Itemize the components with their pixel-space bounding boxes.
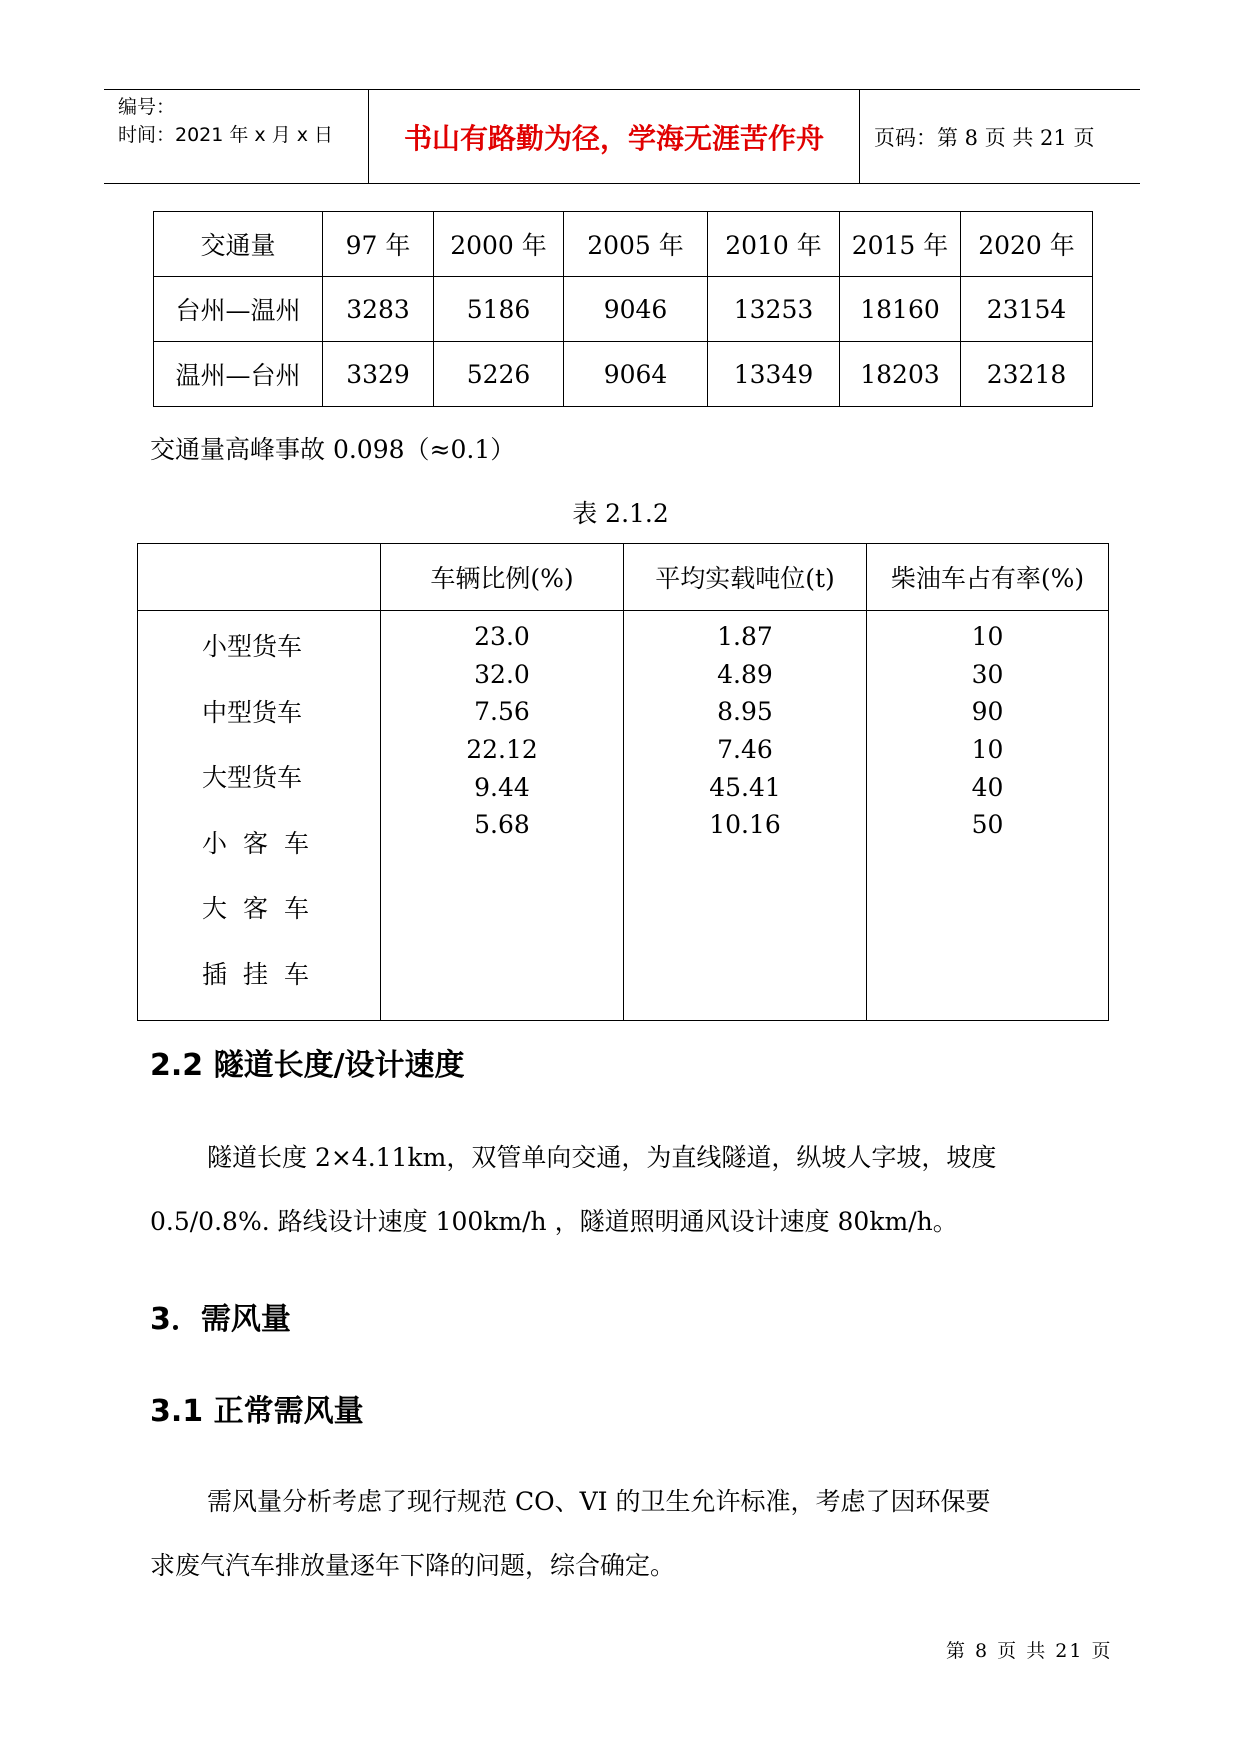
table-header-cell: 交通量: [154, 212, 323, 277]
table-header-cell: 平均实载吨位(t): [624, 544, 867, 611]
page-footer: 第 8 页 共 21 页: [946, 1640, 1113, 1662]
table-caption: 表 2.1.2: [572, 499, 669, 528]
table-header-cell: 2010 年: [708, 212, 840, 277]
table-row: [154, 277, 1093, 342]
paragraph-line: 隧道长度 2×4.11km，双管单向交通，为直线隧道，纵坡人字坡，坡度: [207, 1143, 997, 1172]
vehicle-type-label: 中型货车: [202, 697, 303, 727]
diesel-value: 50: [971, 810, 1004, 840]
ratio-value: 22.12: [466, 735, 538, 765]
table-header-cell: 2005 年: [564, 212, 708, 277]
vehicle-type-label: 小型货车: [202, 632, 303, 661]
table-row: [138, 611, 1109, 1021]
document-number-label: 编号：: [118, 96, 176, 118]
diesel-value: 30: [971, 659, 1004, 689]
vehicle-type-label: 插挂车: [202, 959, 326, 989]
header-page-label: 页码：第 8 页 共 21 页: [874, 125, 1095, 150]
paragraph-line: 求废气汽车排放量逐年下降的问题，综合确定。: [150, 1551, 676, 1580]
table-header-cell: 97 年: [323, 212, 434, 277]
table-header-cell: 2015 年: [840, 212, 961, 277]
header-motto: 书山有路勤为径，学海无涯苦作舟: [368, 90, 860, 183]
ratio-value: 23.0: [474, 622, 530, 651]
table-header-cell: 车辆比例(%): [381, 544, 624, 611]
vehicle-type-label: 大型货车: [202, 763, 303, 792]
vehicle-type-label: 大客车: [202, 894, 326, 923]
table-cell: 3329: [323, 342, 434, 407]
diesel-value: 90: [971, 697, 1004, 727]
ratio-value: 7.56: [474, 697, 530, 727]
diesel-value: 10: [971, 735, 1004, 765]
table-cell: 台州—温州: [154, 277, 323, 342]
ratio-value: 5.68: [474, 810, 530, 840]
tonnage-column: [624, 611, 867, 1021]
tonnage-value: 1.87: [717, 622, 773, 651]
ratio-value: 9.44: [474, 772, 530, 802]
table-cell: 18203: [840, 342, 961, 407]
table-row: [154, 342, 1093, 407]
table-cell: 5186: [434, 277, 564, 342]
document-time-label: 时间：2021 年 x 月 x 日: [118, 124, 334, 146]
header-left-cell: [104, 90, 368, 183]
diesel-value: 10: [971, 622, 1004, 651]
ratio-value: 32.0: [474, 659, 530, 689]
diesel-column: [867, 611, 1109, 1021]
table-header-row: [154, 212, 1093, 277]
paragraph-line: 0.5/0.8%. 路线设计速度 100km/h ，隧道照明通风设计速度 80km/h。: [150, 1207, 958, 1236]
paragraph-line: 需风量分析考虑了现行规范 CO、VI 的卫生允许标准，考虑了因环保要: [207, 1487, 991, 1516]
section-heading: 3．需风量: [150, 1302, 291, 1337]
diesel-value: 40: [971, 772, 1004, 802]
table-cell: 23154: [961, 277, 1093, 342]
vehicle-type-column: [138, 611, 381, 1021]
section-heading: 2.2 隧道长度/设计速度: [150, 1048, 465, 1083]
table-cell: 23218: [961, 342, 1093, 407]
traffic-peak-note: 交通量高峰事故 0.098（≈0.1）: [150, 435, 516, 464]
tonnage-value: 10.16: [709, 810, 781, 840]
table-cell: 温州—台州: [154, 342, 323, 407]
table-cell: 9064: [564, 342, 708, 407]
section-heading: 3.1 正常需风量: [150, 1394, 364, 1429]
table-cell: 13253: [708, 277, 840, 342]
table-header-row: [138, 544, 1109, 611]
table-header-cell: [138, 544, 381, 611]
ratio-column: [381, 611, 624, 1021]
tonnage-value: 45.41: [709, 772, 781, 802]
table-cell: 5226: [434, 342, 564, 407]
vehicle-type-label: 小客车: [202, 828, 326, 858]
table-cell: 13349: [708, 342, 840, 407]
table-header-cell: 2020 年: [961, 212, 1093, 277]
vehicle-composition-table: [137, 543, 1109, 1021]
table-header-cell: 2000 年: [434, 212, 564, 277]
tonnage-value: 7.46: [717, 735, 773, 765]
table-cell: 18160: [840, 277, 961, 342]
table-cell: 3283: [323, 277, 434, 342]
table-cell: 9046: [564, 277, 708, 342]
traffic-volume-table: [153, 211, 1093, 407]
page-header: [104, 89, 1140, 184]
table-header-cell: 柴油车占有率(%): [867, 544, 1109, 611]
tonnage-value: 8.95: [717, 697, 773, 727]
tonnage-value: 4.89: [717, 659, 773, 689]
